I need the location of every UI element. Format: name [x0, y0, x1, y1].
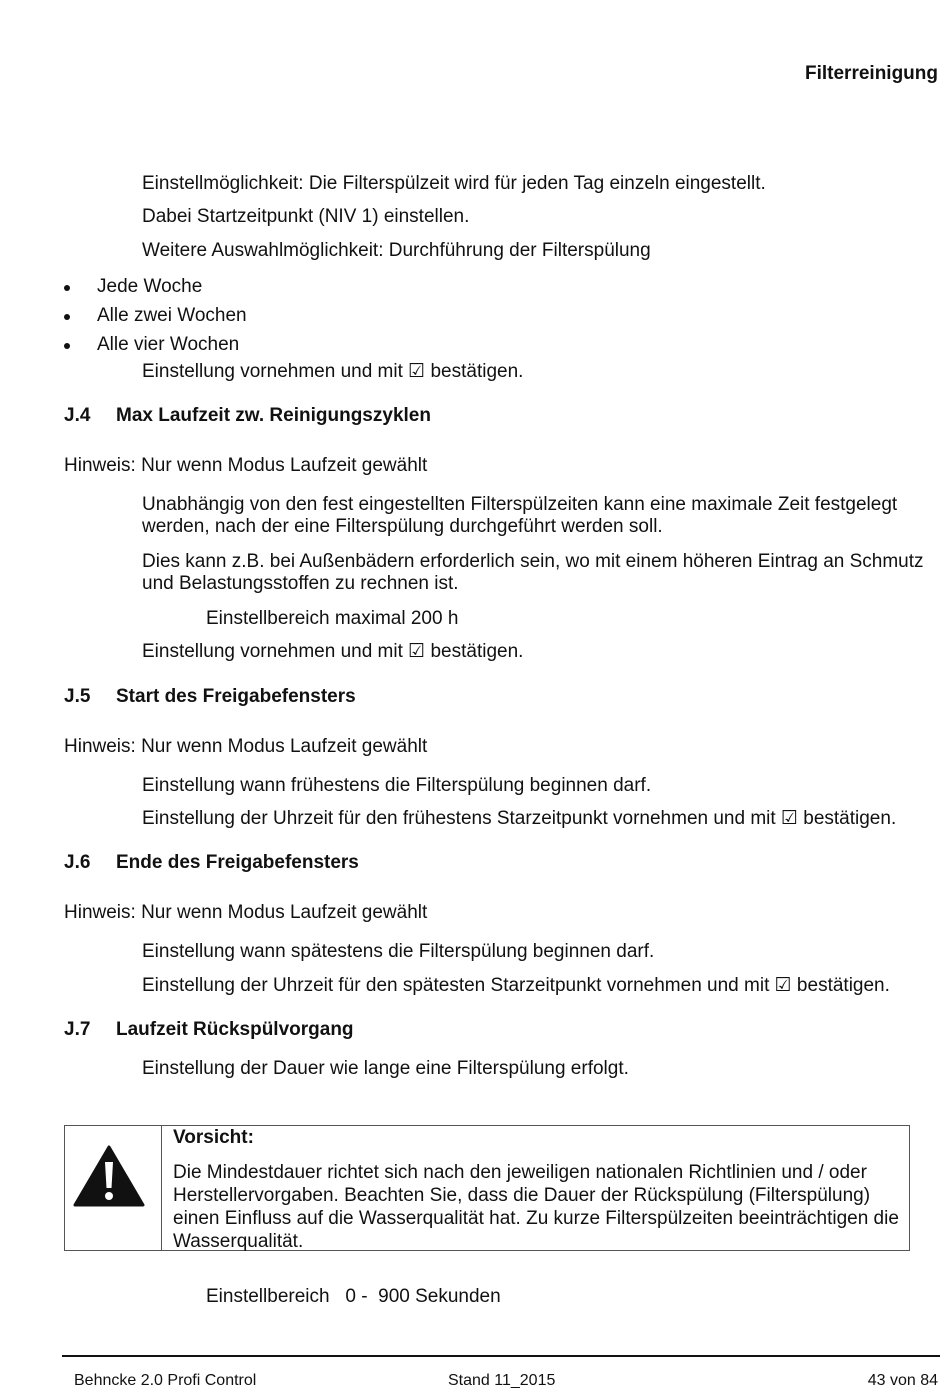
j7-range: Einstellbereich 0 - 900 Sekunden	[206, 1286, 501, 1307]
j4-range: Einstellbereich maximal 200 h	[206, 608, 459, 629]
j6-hint: Hinweis: Nur wenn Modus Laufzeit gewählt	[64, 902, 428, 923]
intro-line-3: Weitere Auswahlmöglichkeit: Durchführung der Filterspülung	[142, 240, 651, 261]
bullet-dot	[64, 314, 70, 320]
footer-divider	[62, 1355, 940, 1357]
j6-line-2: Einstellung der Uhrzeit für den spätesten Starzeitpunkt vornehmen und mit ☑ bestätigen.	[142, 975, 890, 996]
page-header-title: Filterreinigung	[805, 63, 938, 84]
j4-hint: Hinweis: Nur wenn Modus Laufzeit gewählt	[64, 455, 428, 476]
intro-line-1: Einstellmöglichkeit: Die Filterspülzeit wird für jeden Tag einzeln eingestellt.	[142, 173, 766, 194]
intro-line-2: Dabei Startzeitpunkt (NIV 1) einstellen.	[142, 206, 470, 227]
j5-hint: Hinweis: Nur wenn Modus Laufzeit gewählt	[64, 736, 428, 757]
j6-line-1: Einstellung wann spätestens die Filterspülung beginnen darf.	[142, 941, 655, 962]
footer-page-number: 43 von 84	[867, 1372, 938, 1389]
warning-divider	[161, 1126, 162, 1250]
j7-line-1: Einstellung der Dauer wie lange eine Filterspülung erfolgt.	[142, 1058, 629, 1079]
warning-box	[64, 1125, 910, 1251]
j4-paragraph-1: Unabhängig von den fest eingestellten Filterspülzeiten kann eine maximale Zeit festgelegt werden, nach der eine Filterspülung durchgeführt werden soll.	[142, 494, 898, 537]
warning-text: Die Mindestdauer richtet sich nach den jeweiligen nationalen Richtlinien und / oder Herstellervorgaben. Beachten Sie, dass die Dauer der Rückspülung (Filterspülung) einen Einfluss auf die Wasserqualität hat. Zu kurze Filterspülzeiten beeinträchtigen die Wasserqualität.	[173, 1162, 899, 1252]
bullet-dot	[64, 343, 70, 349]
intro-confirm: Einstellung vornehmen und mit ☑ bestätigen.	[142, 361, 524, 382]
j4-paragraph-2: Dies kann z.B. bei Außenbädern erforderlich sein, wo mit einem höheren Eintrag an Schmutz und Belastungsstoffen zu rechnen ist.	[142, 551, 924, 594]
warning-title: Vorsicht:	[173, 1127, 254, 1148]
j5-line-1: Einstellung wann frühestens die Filterspülung beginnen darf.	[142, 775, 652, 796]
footer-left: Behncke 2.0 Profi Control	[74, 1372, 257, 1389]
j4-confirm: Einstellung vornehmen und mit ☑ bestätigen.	[142, 641, 524, 662]
bullet-dot	[64, 285, 70, 291]
j5-line-2: Einstellung der Uhrzeit für den frühestens Starzeitpunkt vornehmen und mit ☑ bestätigen.	[142, 808, 897, 829]
warning-triangle-icon	[73, 1144, 145, 1208]
footer-center: Stand 11_2015	[448, 1372, 556, 1389]
